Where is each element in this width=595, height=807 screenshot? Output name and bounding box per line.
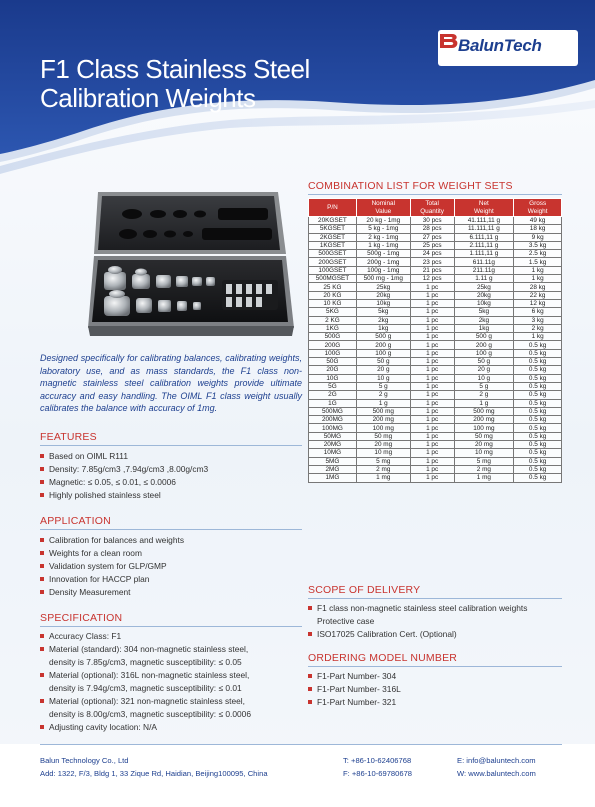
table-cell: 10kg	[454, 299, 514, 307]
table-cell: 0.5 kg	[514, 382, 562, 390]
table-cell: 50 g	[454, 358, 514, 366]
table-cell: 2MG	[309, 465, 357, 473]
bullet-icon	[40, 551, 44, 555]
table-cell: 0.5 kg	[514, 465, 562, 473]
table-row	[309, 366, 562, 374]
ordering-heading: ORDERING MODEL NUMBER	[308, 652, 458, 664]
specification-divider	[40, 626, 302, 627]
bullet-icon	[40, 647, 44, 651]
table-cell: 2 mg	[356, 465, 410, 473]
table-cell: 18 kg	[514, 225, 562, 233]
table-cell: 1 pc	[410, 316, 454, 324]
logo-text: BalunTech	[458, 36, 542, 55]
table-cell: 20MG	[309, 441, 357, 449]
table-cell: 0.5 kg	[514, 416, 562, 424]
table-cell: 1 pc	[410, 449, 454, 457]
table-cell: 2G	[309, 391, 357, 399]
features-list	[40, 450, 208, 502]
table-cell: 20KGSET	[309, 217, 357, 225]
combination-divider	[308, 194, 562, 195]
company-address: Add: 1322, F/3, Bldg 1, 33 Zique Rd, Haidian, Beijing100095, China	[40, 769, 268, 778]
table-row	[309, 333, 562, 341]
list-item: Material (standard): 304 non-magnetic stainless steel, density is 7.85g/cm3, magnetic susceptibility: ≤ 0.05	[40, 643, 251, 669]
table-cell: 25 pcs	[410, 241, 454, 249]
list-item: Innovation for HACCP plan	[40, 573, 184, 586]
list-item: Magnetic: ≤ 0.05, ≤ 0.01, ≤ 0.0006	[40, 476, 208, 489]
combination-heading: COMBINATION LIST FOR WEIGHT SETS	[308, 180, 513, 192]
title-line-1: F1 Class Stainless Steel	[40, 54, 310, 84]
product-description: Designed specifically for calibrating balances, calibrating weights, laboratory use, and as mass standards, the F1 class non-magnetic stainless steel calibration weights provide ultimate accuracy and easy handling. The OIML F1 class weight usually calibrates the balance with accuracy of 1mg.	[40, 353, 302, 414]
table-cell: 1 mg	[356, 474, 410, 482]
table-row	[309, 465, 562, 473]
table-row	[309, 391, 562, 399]
table-cell: 2kg	[356, 316, 410, 324]
product-image	[40, 180, 302, 348]
table-cell: 1kg	[356, 324, 410, 332]
table-cell: 2.111,11 g	[454, 241, 514, 249]
table-cell: 1.11 g	[454, 275, 514, 283]
table-cell: 10 g	[356, 374, 410, 382]
table-cell: 20 KG	[309, 291, 357, 299]
table-cell: 27 pcs	[410, 233, 454, 241]
table-cell: 1 pc	[410, 308, 454, 316]
table-row	[309, 225, 562, 233]
table-cell: 1 pc	[410, 416, 454, 424]
table-cell: 2.5 kg	[514, 250, 562, 258]
page-title	[40, 55, 310, 113]
table-row	[309, 474, 562, 482]
table-cell: 100g - 1mg	[356, 266, 410, 274]
table-cell: 2kg	[454, 316, 514, 324]
table-cell: 1 pc	[410, 291, 454, 299]
table-cell: 500MGSET	[309, 275, 357, 283]
bullet-icon	[40, 454, 44, 458]
table-cell: 5kg	[454, 308, 514, 316]
table-cell: 1kg	[454, 324, 514, 332]
table-cell: 3 kg	[514, 316, 562, 324]
table-cell: 100 mg	[356, 424, 410, 432]
table-cell: 1 kg	[514, 266, 562, 274]
table-cell: 10 g	[454, 374, 514, 382]
bullet-icon	[308, 700, 312, 704]
table-cell: 50 g	[356, 358, 410, 366]
table-cell: 1 pc	[410, 407, 454, 415]
table-cell: 1.111,11 g	[454, 250, 514, 258]
column-header: P/N	[309, 199, 357, 217]
table-cell: 5 mg	[454, 457, 514, 465]
table-cell: 5KGSET	[309, 225, 357, 233]
table-row	[309, 241, 562, 249]
table-cell: 5 mg	[356, 457, 410, 465]
table-cell: 1MG	[309, 474, 357, 482]
table-cell: 25kg	[454, 283, 514, 291]
bullet-icon	[40, 564, 44, 568]
table-cell: 22 kg	[514, 291, 562, 299]
company-logo	[438, 30, 578, 66]
table-cell: 500GSET	[309, 250, 357, 258]
table-cell: 200 g	[454, 341, 514, 349]
bullet-icon	[40, 467, 44, 471]
bullet-icon	[40, 673, 44, 677]
table-cell: 1 pc	[410, 432, 454, 440]
table-cell: 1 g	[454, 399, 514, 407]
table-cell: 0.5 kg	[514, 374, 562, 382]
list-item: F1-Part Number- 316L	[308, 683, 401, 696]
table-cell: 1 pc	[410, 374, 454, 382]
table-cell: 200MG	[309, 416, 357, 424]
table-row	[309, 258, 562, 266]
bullet-icon	[40, 538, 44, 542]
table-cell: 1 pc	[410, 341, 454, 349]
table-cell: 1G	[309, 399, 357, 407]
table-cell: 200g - 1mg	[356, 258, 410, 266]
table-cell: 1 pc	[410, 366, 454, 374]
table-cell: 0.5 kg	[514, 349, 562, 357]
bullet-icon	[308, 674, 312, 678]
table-cell: 0.5 kg	[514, 441, 562, 449]
application-divider	[40, 529, 302, 530]
table-cell: 2 g	[356, 391, 410, 399]
table-cell: 1 pc	[410, 391, 454, 399]
company-name: Balun Technology Co., Ltd	[40, 756, 129, 765]
bullet-icon	[308, 606, 312, 610]
table-row	[309, 399, 562, 407]
ordering-list	[308, 670, 401, 709]
table-row	[309, 382, 562, 390]
table-cell: 2 mg	[454, 465, 514, 473]
table-cell: 20 mg	[356, 441, 410, 449]
table-cell: 2 kg	[514, 324, 562, 332]
table-cell: 500g - 1mg	[356, 250, 410, 258]
table-cell: 0.5 kg	[514, 407, 562, 415]
table-cell: 500 mg - 1mg	[356, 275, 410, 283]
table-cell: 1 pc	[410, 465, 454, 473]
table-row	[309, 407, 562, 415]
table-cell: 23 pcs	[410, 258, 454, 266]
bullet-icon	[40, 577, 44, 581]
list-item: F1-Part Number- 304	[308, 670, 401, 683]
scope-list	[308, 602, 527, 641]
table-cell: 0.5 kg	[514, 424, 562, 432]
table-cell: 50G	[309, 358, 357, 366]
table-cell: 100 mg	[454, 424, 514, 432]
table-cell: 50 mg	[356, 432, 410, 440]
table-cell: 100G	[309, 349, 357, 357]
table-cell: 24 pcs	[410, 250, 454, 258]
column-header: Nominal Value	[356, 199, 410, 217]
table-cell: 12 kg	[514, 299, 562, 307]
table-cell: 0.5 kg	[514, 432, 562, 440]
table-row	[309, 416, 562, 424]
table-cell: 5 kg - 1mg	[356, 225, 410, 233]
table-cell: 12 pcs	[410, 275, 454, 283]
table-row	[309, 299, 562, 307]
header-band	[0, 0, 595, 180]
table-cell: 20 mg	[454, 441, 514, 449]
table-cell: 20G	[309, 366, 357, 374]
bullet-icon	[40, 590, 44, 594]
list-item: Validation system for GLP/GMP	[40, 560, 184, 573]
table-cell: 5kg	[356, 308, 410, 316]
list-item: F1-Part Number- 321	[308, 696, 401, 709]
table-cell: 100 g	[454, 349, 514, 357]
weight-sets-table	[308, 198, 562, 483]
table-cell: 49 kg	[514, 217, 562, 225]
table-cell: 10 mg	[454, 449, 514, 457]
table-cell: 1 pc	[410, 283, 454, 291]
scope-heading: SCOPE OF DELIVERY	[308, 584, 421, 596]
table-cell: 10 mg	[356, 449, 410, 457]
table-row	[309, 374, 562, 382]
table-row	[309, 233, 562, 241]
table-cell: 10G	[309, 374, 357, 382]
table-cell: 1 kg	[514, 275, 562, 283]
table-cell: 200 mg	[356, 416, 410, 424]
table-cell: 10kg	[356, 299, 410, 307]
application-list	[40, 534, 184, 599]
table-cell: 5 g	[454, 382, 514, 390]
list-item: Highly polished stainless steel	[40, 489, 208, 502]
table-cell: 2 g	[454, 391, 514, 399]
title-line-2: Calibration Weights	[40, 83, 256, 113]
specification-list	[40, 630, 251, 734]
table-row	[309, 358, 562, 366]
website-link[interactable]: W: www.baluntech.com	[457, 769, 536, 778]
bullet-icon	[40, 634, 44, 638]
table-row	[309, 283, 562, 291]
table-cell: 200 g	[356, 341, 410, 349]
table-cell: 41.111,11 g	[454, 217, 514, 225]
table-cell: 1 kg	[514, 333, 562, 341]
table-cell: 1 pc	[410, 358, 454, 366]
column-header: Net Weight	[454, 199, 514, 217]
table-cell: 9 kg	[514, 233, 562, 241]
list-item: Calibration for balances and weights	[40, 534, 184, 547]
table-row	[309, 432, 562, 440]
table-cell: 100 g	[356, 349, 410, 357]
fax-number: F: +86-10-69780678	[343, 769, 413, 778]
table-row	[309, 291, 562, 299]
table-cell: 1KG	[309, 324, 357, 332]
list-item: Material (optional): 316L non-magnetic stainless steel, density is 7.94g/cm3, magnetic susceptibility: ≤ 0.01	[40, 669, 251, 695]
table-cell: 1 pc	[410, 333, 454, 341]
features-heading: FEATURES	[40, 431, 97, 443]
table-cell: 1 pc	[410, 441, 454, 449]
table-cell: 0.5 kg	[514, 366, 562, 374]
table-cell: 50MG	[309, 432, 357, 440]
table-cell: 1 g	[356, 399, 410, 407]
table-cell: 3.5 kg	[514, 241, 562, 249]
table-cell: 5 g	[356, 382, 410, 390]
table-cell: 6.111,11 g	[454, 233, 514, 241]
table-cell: 1 pc	[410, 382, 454, 390]
footer-divider	[40, 744, 562, 745]
table-cell: 100MG	[309, 424, 357, 432]
table-row	[309, 424, 562, 432]
table-cell: 1 kg - 1mg	[356, 241, 410, 249]
table-row	[309, 217, 562, 225]
bullet-icon	[40, 725, 44, 729]
list-item: Accuracy Class: F1	[40, 630, 251, 643]
table-cell: 500 mg	[356, 407, 410, 415]
table-cell: 28 pcs	[410, 225, 454, 233]
table-cell: 28 kg	[514, 283, 562, 291]
table-cell: 0.5 kg	[514, 399, 562, 407]
column-header: Total Quantity	[410, 199, 454, 217]
application-heading: APPLICATION	[40, 515, 111, 527]
table-cell: 2KGSET	[309, 233, 357, 241]
table-row	[309, 349, 562, 357]
table-cell: 50 mg	[454, 432, 514, 440]
table-cell: 211.11g	[454, 266, 514, 274]
table-cell: 11.111,11 g	[454, 225, 514, 233]
table-cell: 0.5 kg	[514, 457, 562, 465]
table-cell: 500 g	[356, 333, 410, 341]
table-cell: 0.5 kg	[514, 358, 562, 366]
scope-divider	[308, 598, 562, 599]
table-cell: 100GSET	[309, 266, 357, 274]
list-item: Density Measurement	[40, 586, 184, 599]
table-header-row	[309, 199, 562, 217]
table-cell: 1 pc	[410, 474, 454, 482]
table-cell: 0.5 kg	[514, 449, 562, 457]
column-header: Gross Weight	[514, 199, 562, 217]
table-row	[309, 457, 562, 465]
table-cell: 1 pc	[410, 324, 454, 332]
list-item: Weights for a clean room	[40, 547, 184, 560]
table-cell: 5G	[309, 382, 357, 390]
table-cell: 20kg	[454, 291, 514, 299]
list-item: Density: 7.85g/cm3 ,7.94g/cm3 ,8.00g/cm3	[40, 463, 208, 476]
table-cell: 0.5 kg	[514, 341, 562, 349]
table-cell: 20kg	[356, 291, 410, 299]
table-cell: 200GSET	[309, 258, 357, 266]
table-row	[309, 324, 562, 332]
list-item: ISO17025 Calibration Cert. (Optional)	[308, 628, 527, 641]
table-cell: 0.5 kg	[514, 391, 562, 399]
features-divider	[40, 445, 302, 446]
table-cell: 10MG	[309, 449, 357, 457]
table-cell: 20 g	[356, 366, 410, 374]
ordering-divider	[308, 666, 562, 667]
table-cell: 1 pc	[410, 299, 454, 307]
table-cell: 200G	[309, 341, 357, 349]
bullet-icon	[40, 493, 44, 497]
table-cell: 25kg	[356, 283, 410, 291]
table-row	[309, 449, 562, 457]
table-row	[309, 441, 562, 449]
list-item: F1 class non-magnetic stainless steel calibration weights Protective case	[308, 602, 527, 628]
table-cell: 2 kg - 1mg	[356, 233, 410, 241]
list-item: Adjusting cavity location: N/A	[40, 721, 251, 734]
table-cell: 1KGSET	[309, 241, 357, 249]
table-cell: 0.5 kg	[514, 474, 562, 482]
table-cell: 500MG	[309, 407, 357, 415]
bullet-icon	[40, 480, 44, 484]
table-cell: 500 g	[454, 333, 514, 341]
table-cell: 200 mg	[454, 416, 514, 424]
table-cell: 500 mg	[454, 407, 514, 415]
bullet-icon	[40, 699, 44, 703]
phone-number: T: +86-10-62406768	[343, 756, 412, 765]
table-row	[309, 341, 562, 349]
table-cell: 20 kg - 1mg	[356, 217, 410, 225]
table-cell: 1 pc	[410, 424, 454, 432]
table-cell: 1 pc	[410, 399, 454, 407]
specification-heading: SPECIFICATION	[40, 612, 123, 624]
table-cell: 20 g	[454, 366, 514, 374]
bullet-icon	[308, 687, 312, 691]
table-cell: 5MG	[309, 457, 357, 465]
table-row	[309, 316, 562, 324]
table-body	[309, 217, 562, 483]
table-row	[309, 275, 562, 283]
table-row	[309, 266, 562, 274]
table-cell: 10 KG	[309, 299, 357, 307]
table-cell: 6 kg	[514, 308, 562, 316]
table-cell: 500G	[309, 333, 357, 341]
table-cell: 1.5 kg	[514, 258, 562, 266]
table-cell: 1 mg	[454, 474, 514, 482]
logo-mark-icon	[438, 30, 460, 52]
bullet-icon	[308, 632, 312, 636]
list-item: Material (optional): 321 non-magnetic stainless steel, density is 8.00g/cm3, magnetic susceptibility: ≤ 0.0006	[40, 695, 251, 721]
table-cell: 30 pcs	[410, 217, 454, 225]
table-cell: 25 KG	[309, 283, 357, 291]
table-cell: 21 pcs	[410, 266, 454, 274]
table-cell: 5KG	[309, 308, 357, 316]
table-row	[309, 250, 562, 258]
email-link[interactable]: E: info@baluntech.com	[457, 756, 536, 765]
table-cell: 1 pc	[410, 457, 454, 465]
table-cell: 2 KG	[309, 316, 357, 324]
table-row	[309, 308, 562, 316]
table-cell: 1 pc	[410, 349, 454, 357]
list-item: Based on OIML R111	[40, 450, 208, 463]
table-cell: 611.11g	[454, 258, 514, 266]
